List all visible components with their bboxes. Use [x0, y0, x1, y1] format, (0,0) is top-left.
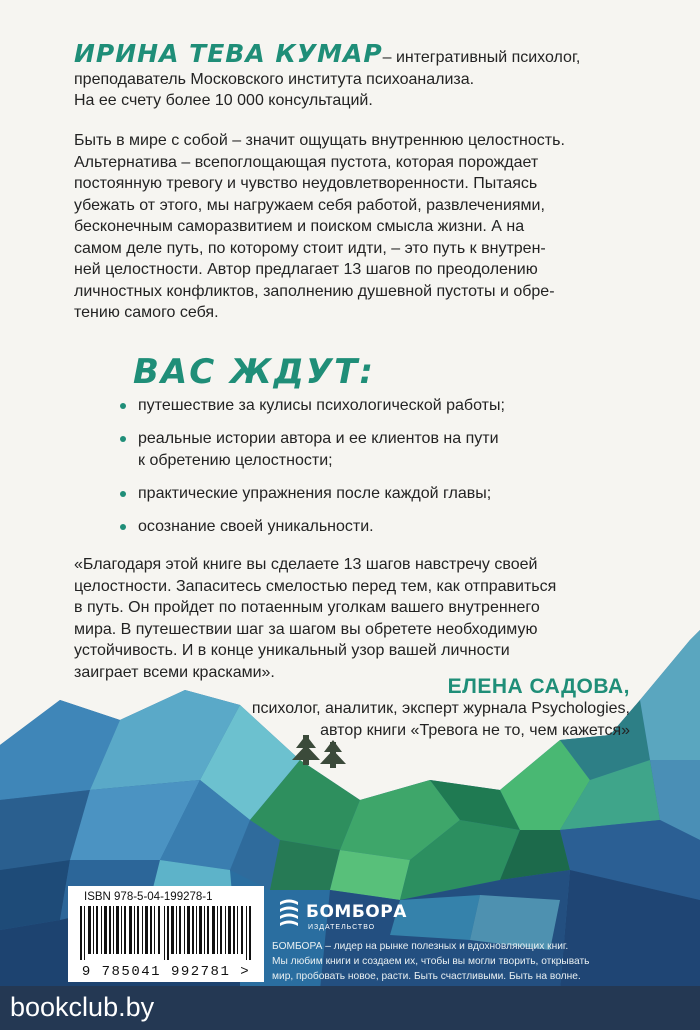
quote-line: «Благодаря этой книге вы сделаете 13 шагов навстречу своей	[74, 556, 538, 573]
bullet-icon	[120, 436, 126, 442]
list-item	[120, 516, 600, 538]
book-annotation	[74, 130, 630, 324]
annotation-line: Быть в мире с собой – значит ощущать внутреннюю целостность.	[74, 132, 565, 149]
publisher-line: Мы любим книги и создаем их, чтобы вы могли творить, открывать	[272, 956, 590, 967]
review-quote	[74, 554, 634, 683]
author-block	[74, 39, 630, 112]
annotation-line: личностных конфликтов, заполнению душевной пустоты и обре-	[74, 282, 555, 300]
publisher-line: мир, пробовать новое, расти. Быть счастливыми. Быть на волне.	[272, 971, 581, 982]
list-item	[120, 428, 600, 472]
publisher-description	[272, 939, 644, 984]
list-item	[120, 395, 600, 417]
author-description-line: преподаватель Московского института психоанализа.	[74, 70, 475, 88]
quote-line: устойчивость. И в конце уникальный узор вашей личности	[74, 642, 510, 659]
barcode-panel	[68, 886, 264, 982]
annotation-line: тению самого себя.	[74, 304, 219, 321]
publisher-subtitle: ИЗДАТЕЛЬСТВО	[308, 924, 376, 931]
publisher-name: БОМБОРА	[306, 902, 407, 922]
bullet-icon	[120, 491, 126, 497]
quote-attribution	[252, 676, 630, 742]
quote-line: мира. В путешествии шаг за шагом вы обретете необходимую	[74, 620, 538, 638]
quote-line: заиграет всеми красками».	[74, 663, 275, 681]
annotation-line: бесконечным саморазвитием и поиском смысла жизни. А на	[74, 218, 525, 235]
isbn-label: ISBN 978-5-04-199278-1	[84, 891, 213, 903]
quote-line: целостности. Запаситесь смелостью перед тем, как отправиться	[74, 577, 557, 595]
annotation-line: самом деле путь, по которому стоит идти, – это путь к внутрен-	[74, 239, 546, 257]
annotation-line: убежать от этого, мы нагружаем себя работой, развлечениями,	[74, 196, 545, 214]
author-name: ИРИНА ТЕВА КУМАР	[74, 39, 383, 68]
bullet-icon	[120, 403, 126, 409]
footer-bar	[0, 986, 700, 1030]
quote-author-name: ЕЛЕНА САДОВА,	[447, 675, 630, 698]
author-description-line: На ее счету более 10 000 консультаций.	[74, 92, 373, 109]
list-item-text: путешествие за кулисы психологической работы;	[138, 397, 505, 414]
book-stack-icon	[276, 896, 302, 930]
annotation-line: ней целостности. Автор предлагает 13 шагов по преодолению	[74, 261, 538, 278]
bullet-list	[120, 395, 600, 549]
barcode-icon	[80, 906, 252, 960]
annotation-line: Альтернатива – всепоглощающая пустота, которая порождает	[74, 153, 539, 171]
publisher-line: БОМБОРА – лидер на рынке полезных и вдохновляющих книг.	[272, 941, 569, 952]
bullet-icon	[120, 524, 126, 530]
list-item	[120, 483, 600, 505]
quote-author-book: автор книги «Тревога не то, чем кажется»	[320, 722, 630, 739]
list-item-text: реальные истории автора и ее клиентов на пути	[138, 430, 499, 447]
annotation-line: постоянную тревогу и чувство неудовлетворенности. Пытаясь	[74, 175, 538, 192]
watermark-text: bookclub.by	[10, 992, 155, 1022]
quote-author-role: психолог, аналитик, эксперт журнала Psychologies,	[251, 700, 630, 717]
list-item-text: практические упражнения после каждой главы;	[138, 485, 492, 502]
section-heading: ВАС ЖДУТ:	[133, 352, 375, 392]
author-description: – интегративный психолог,	[382, 49, 581, 66]
quote-line: в путь. Он пройдет по потаенным уголкам вашего внутреннего	[74, 599, 540, 616]
barcode-number: 9 785041 992781 >	[81, 964, 251, 980]
list-item-text: осознание своей уникальности.	[138, 518, 374, 535]
list-item-text: к обретению целостности;	[138, 452, 333, 469]
